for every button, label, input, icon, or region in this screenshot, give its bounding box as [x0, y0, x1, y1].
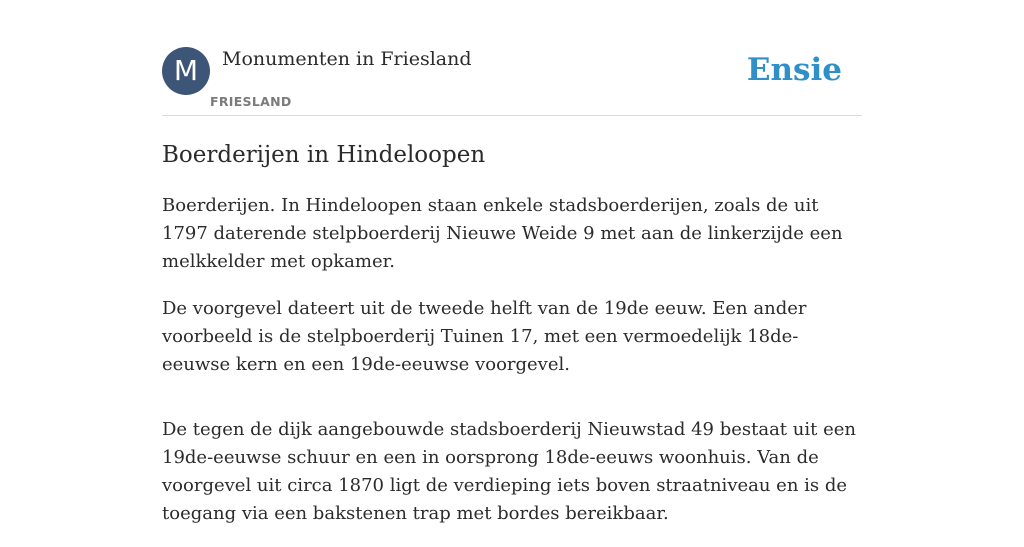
- article-paragraph: Boerderijen. In Hindeloopen staan enkele stadsboerderijen, zoals de uit 1797 daterende stelpboerderij Nieuwe Weide 9 met aan de linkerzijde een melkkelder met opkamer.: [162, 195, 843, 272]
- article-body: [162, 192, 862, 547]
- brand-logo[interactable]: Ensie: [746, 52, 842, 88]
- avatar[interactable]: M: [162, 47, 210, 95]
- article-paragraph: De tegen de dijk aangebouwde stadsboerderij Nieuwstad 49 bestaat uit een 19de-eeuwse schuur en een in oorsprong 18de-eeuws woonhuis. Van de voorgevel uit circa 1870 ligt de verdieping iets boven straatniveau en is de toegang via een bakstenen trap met bordes bereikbaar.: [162, 419, 856, 524]
- region-label[interactable]: FRIESLAND: [210, 94, 292, 109]
- article-title: Boerderijen in Hindeloopen: [162, 142, 486, 168]
- article-paragraph: De voorgevel dateert uit de tweede helft van de 19de eeuw. Een ander voorbeeld is de stelpboerderij Tuinen 17, met een vermoedelijk 18de-eeuwse kern en een 19de-eeuwse voorgevel.: [162, 298, 807, 375]
- site-title-link[interactable]: Monumenten in Friesland: [222, 48, 472, 70]
- site-header: [162, 47, 862, 116]
